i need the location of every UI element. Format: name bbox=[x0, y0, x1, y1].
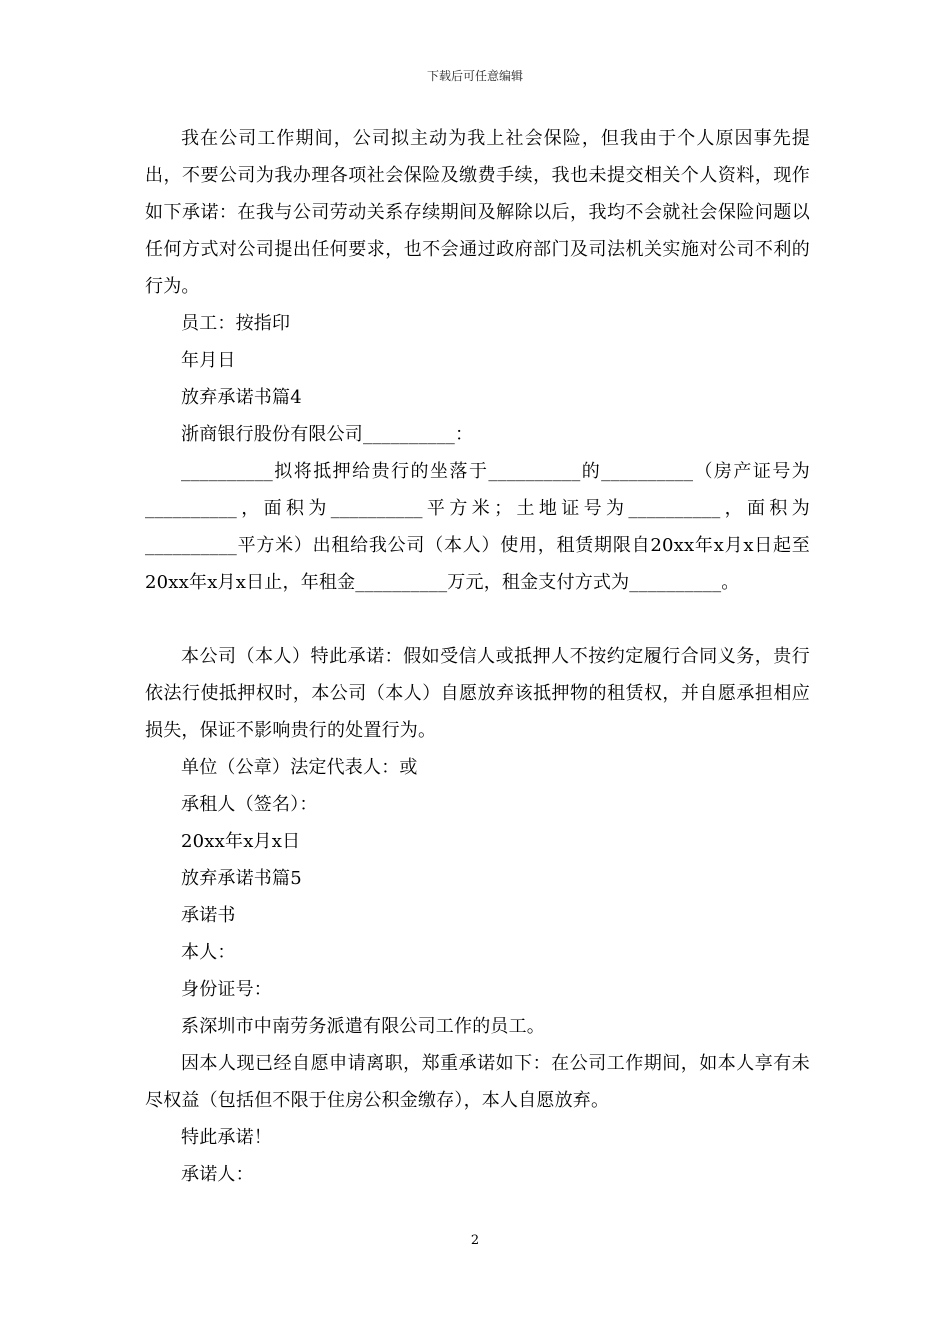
paragraph-committer: 承诺人： bbox=[181, 1164, 254, 1185]
page-header: 下载后可任意编辑 bbox=[426, 69, 523, 83]
paragraph-unit-seal: 单位（公章）法定代表人：或 bbox=[181, 757, 418, 778]
paragraph-person: 本人： bbox=[181, 942, 236, 963]
paragraph-resignation-commitment: 因本人现已经自愿申请离职，郑重承诺如下：在公司工作期间，如本人享有未尽权益（包括但不限于住房公积金缴存），本人自愿放弃。 bbox=[145, 1053, 810, 1111]
paragraph-id-number: 身份证号： bbox=[181, 979, 272, 1000]
page-number: 2 bbox=[470, 1233, 480, 1248]
paragraph-hereby-commit: 特此承诺！ bbox=[181, 1127, 272, 1148]
paragraph-date-blank: 年月日 bbox=[181, 350, 236, 371]
paragraph-employee-sign: 员工：按指印 bbox=[181, 313, 291, 334]
paragraph-company-commitment: 本公司（本人）特此承诺：假如受信人或抵押人不按约定履行合同义务，贵行依法行使抵押权时，本公司（本人）自愿放弃该抵押物的租赁权，并自愿承担相应损失，保证不影响贵行的处置行为。 bbox=[145, 646, 810, 741]
paragraph-lessee-sign: 承租人（签名）： bbox=[181, 794, 318, 815]
paragraph-lease-details: __________拟将抵押给贵行的坐落于__________的__________（房产证号为__________，面积为__________平方米；土地证号为__________，面积为__________平方米）出租给我公司（本人）使用，租赁期限自20xx年x月x日起至20xx年x月x日止，年租金__________万元，租金支付方式为__________。 bbox=[145, 461, 810, 593]
paragraph-date: 20xx年x月x日 bbox=[181, 831, 301, 852]
paragraph-bank-addressee: 浙商银行股份有限公司__________： bbox=[181, 424, 474, 445]
paragraph-employee-of: 系深圳市中南劳务派遣有限公司工作的员工。 bbox=[181, 1016, 545, 1037]
section-title-5: 放弃承诺书篇5 bbox=[181, 868, 302, 889]
paragraph-commitment-title: 承诺书 bbox=[181, 905, 236, 926]
paragraph-social-insurance: 我在公司工作期间，公司拟主动为我上社会保险，但我由于个人原因事先提出，不要公司为我办理各项社会保险及缴费手续，我也未提交相关个人资料，现作如下承诺：在我与公司劳动关系存续期间及解除以后，我均不会就社会保险问题以任何方式对公司提出任何要求，也不会通过政府部门及司法机关实施对公司不利的行为。 bbox=[145, 128, 810, 297]
section-title-4: 放弃承诺书篇4 bbox=[181, 387, 302, 408]
document-body bbox=[145, 120, 810, 1193]
